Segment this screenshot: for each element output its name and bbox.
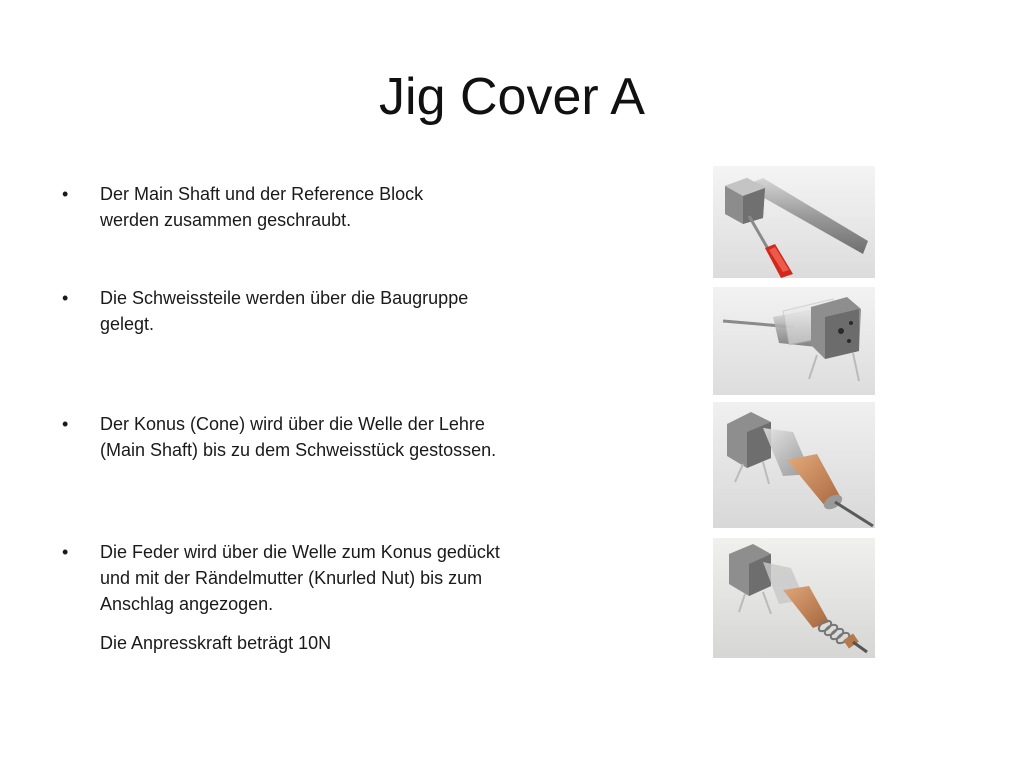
bullet-marker: • (62, 184, 69, 204)
bullet-marker: • (62, 542, 69, 562)
cone-assembly-photo (713, 402, 875, 528)
bullet-text: Die Schweissteile werden über die Baugruppe gelegt. (100, 288, 469, 334)
bullet-marker: • (62, 414, 69, 434)
bullet-text: Die Feder wird über die Welle zum Konus gedückt und mit der Rändelmutter (Knurled Nut) bis zum Anschlag angezogen. (100, 542, 500, 614)
pressure-note: Die Anpresskraft beträgt 10N (100, 633, 332, 653)
slide-title: Jig Cover A (379, 68, 645, 126)
screwdriver-assembly-photo (713, 166, 875, 278)
bullet-text: Der Main Shaft und der Reference Block werden zusammen geschraubt. (100, 184, 424, 230)
bullet-marker: • (62, 288, 69, 308)
weld-parts-assembly-photo (713, 287, 875, 395)
bullet-text: Der Konus (Cone) wird über die Welle der Lehre (Main Shaft) bis zu dem Schweisstück gestossen. (100, 414, 497, 460)
spring-nut-assembly-photo (713, 538, 875, 658)
